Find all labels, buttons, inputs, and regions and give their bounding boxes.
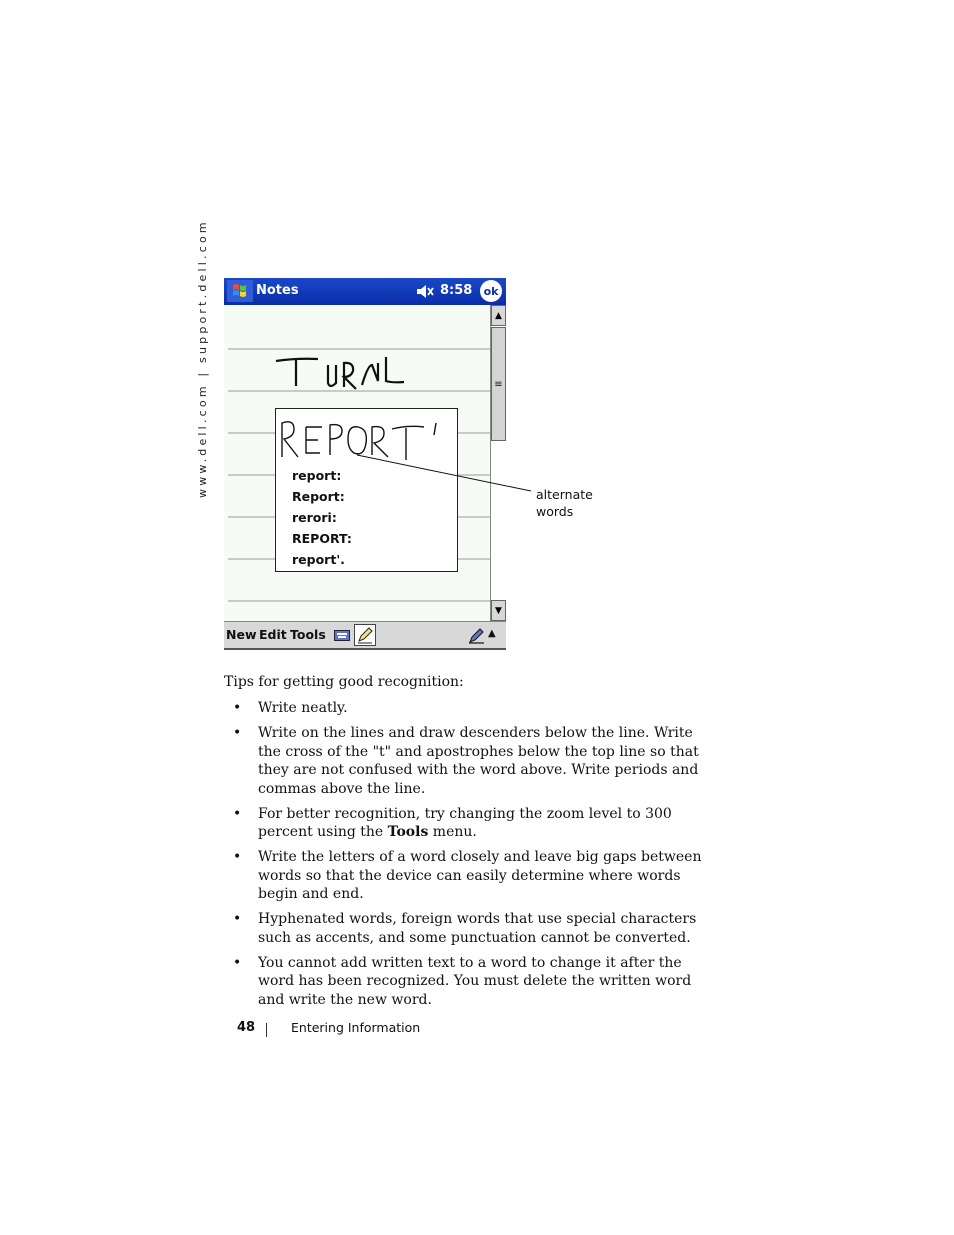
callout-line-1: alternate — [536, 487, 593, 502]
callout-label — [536, 486, 593, 520]
tip-item — [224, 699, 704, 718]
tips-intro: Tips for getting good recognition: — [224, 674, 464, 690]
alternate-word[interactable]: REPORT: — [292, 531, 352, 546]
tip-text: Write the letters of a word closely and leave big gaps between words so that the device can easily determine where words begin and end. — [258, 849, 702, 902]
grip-icon: ≡ — [494, 378, 503, 390]
arrow-down-icon: ▼ — [495, 605, 502, 616]
tip-text: Write neatly. — [258, 700, 348, 716]
menu-edit[interactable]: Edit — [259, 627, 287, 642]
alternate-word-list — [292, 465, 352, 570]
tip-item — [224, 805, 704, 842]
footer-section-title: Entering Information — [291, 1020, 421, 1035]
scroll-down-button[interactable] — [491, 600, 506, 621]
scroll-thumb[interactable] — [491, 327, 506, 441]
keyboard-icon[interactable] — [334, 630, 350, 641]
tip-text: You cannot add written text to a word to change it after the word has been recognized. You must delete the written word and write the new word. — [258, 954, 692, 1008]
bullet: • — [233, 954, 242, 971]
alternate-word[interactable]: report'. — [292, 552, 345, 567]
scroll-up-button[interactable] — [491, 305, 506, 326]
bullet: • — [233, 725, 242, 741]
app-title: Notes — [256, 283, 299, 298]
pen-icon[interactable] — [468, 626, 486, 644]
tip-text — [258, 806, 672, 841]
callout-line-2: words — [536, 504, 574, 519]
notes-canvas[interactable] — [224, 305, 490, 621]
alternate-word[interactable]: report: — [292, 468, 342, 483]
tip-item — [224, 954, 704, 1010]
input-panel-arrow-icon[interactable]: ▲ — [488, 628, 496, 639]
menu-tools[interactable]: Tools — [290, 627, 326, 642]
bullet: • — [233, 805, 242, 822]
alternates-popup — [275, 408, 458, 572]
menu-new[interactable]: New — [226, 627, 257, 642]
bullet: • — [233, 849, 242, 865]
tip-text-pre: For better recognition, try changing the zoom level to 300 percent using the — [258, 805, 672, 840]
pen-mode-button[interactable] — [354, 624, 376, 646]
tip-text: Hyphenated words, foreign words that use special characters such as accents, and some punctuation cannot be converted. — [258, 911, 697, 946]
side-url: www.dell.com | support.dell.com — [196, 219, 209, 498]
vertical-scrollbar[interactable] — [490, 305, 507, 621]
menu-bar — [224, 621, 506, 650]
alternate-word[interactable]: Report: — [292, 489, 345, 504]
page-number: 48 — [237, 1020, 256, 1035]
clock: 8:58 — [440, 283, 473, 298]
pocket-pc-screenshot — [224, 278, 506, 650]
report-ink — [276, 409, 457, 465]
title-bar — [224, 278, 506, 305]
tips-list — [224, 699, 704, 1016]
footer-divider — [266, 1023, 267, 1037]
tools-menu-name: Tools — [387, 824, 429, 840]
ok-button[interactable]: ok — [480, 280, 502, 302]
bullet: • — [233, 911, 242, 927]
tip-text-post: menu. — [428, 824, 477, 840]
tip-item — [224, 848, 704, 904]
speaker-muted-icon[interactable] — [415, 283, 435, 300]
start-windows-icon[interactable] — [227, 280, 253, 302]
tip-item — [224, 724, 704, 798]
alternate-word[interactable]: rerori: — [292, 510, 337, 525]
tip-text: Write on the lines and draw descenders below the line. Write the cross of the "t" and apostrophes below the top line so that they are not confused with the word above. Write periods and commas above the line. — [258, 725, 699, 797]
tip-item — [224, 910, 704, 947]
arrow-up-icon: ▲ — [495, 310, 502, 321]
bullet: • — [233, 700, 242, 716]
pencil-icon — [355, 625, 375, 645]
